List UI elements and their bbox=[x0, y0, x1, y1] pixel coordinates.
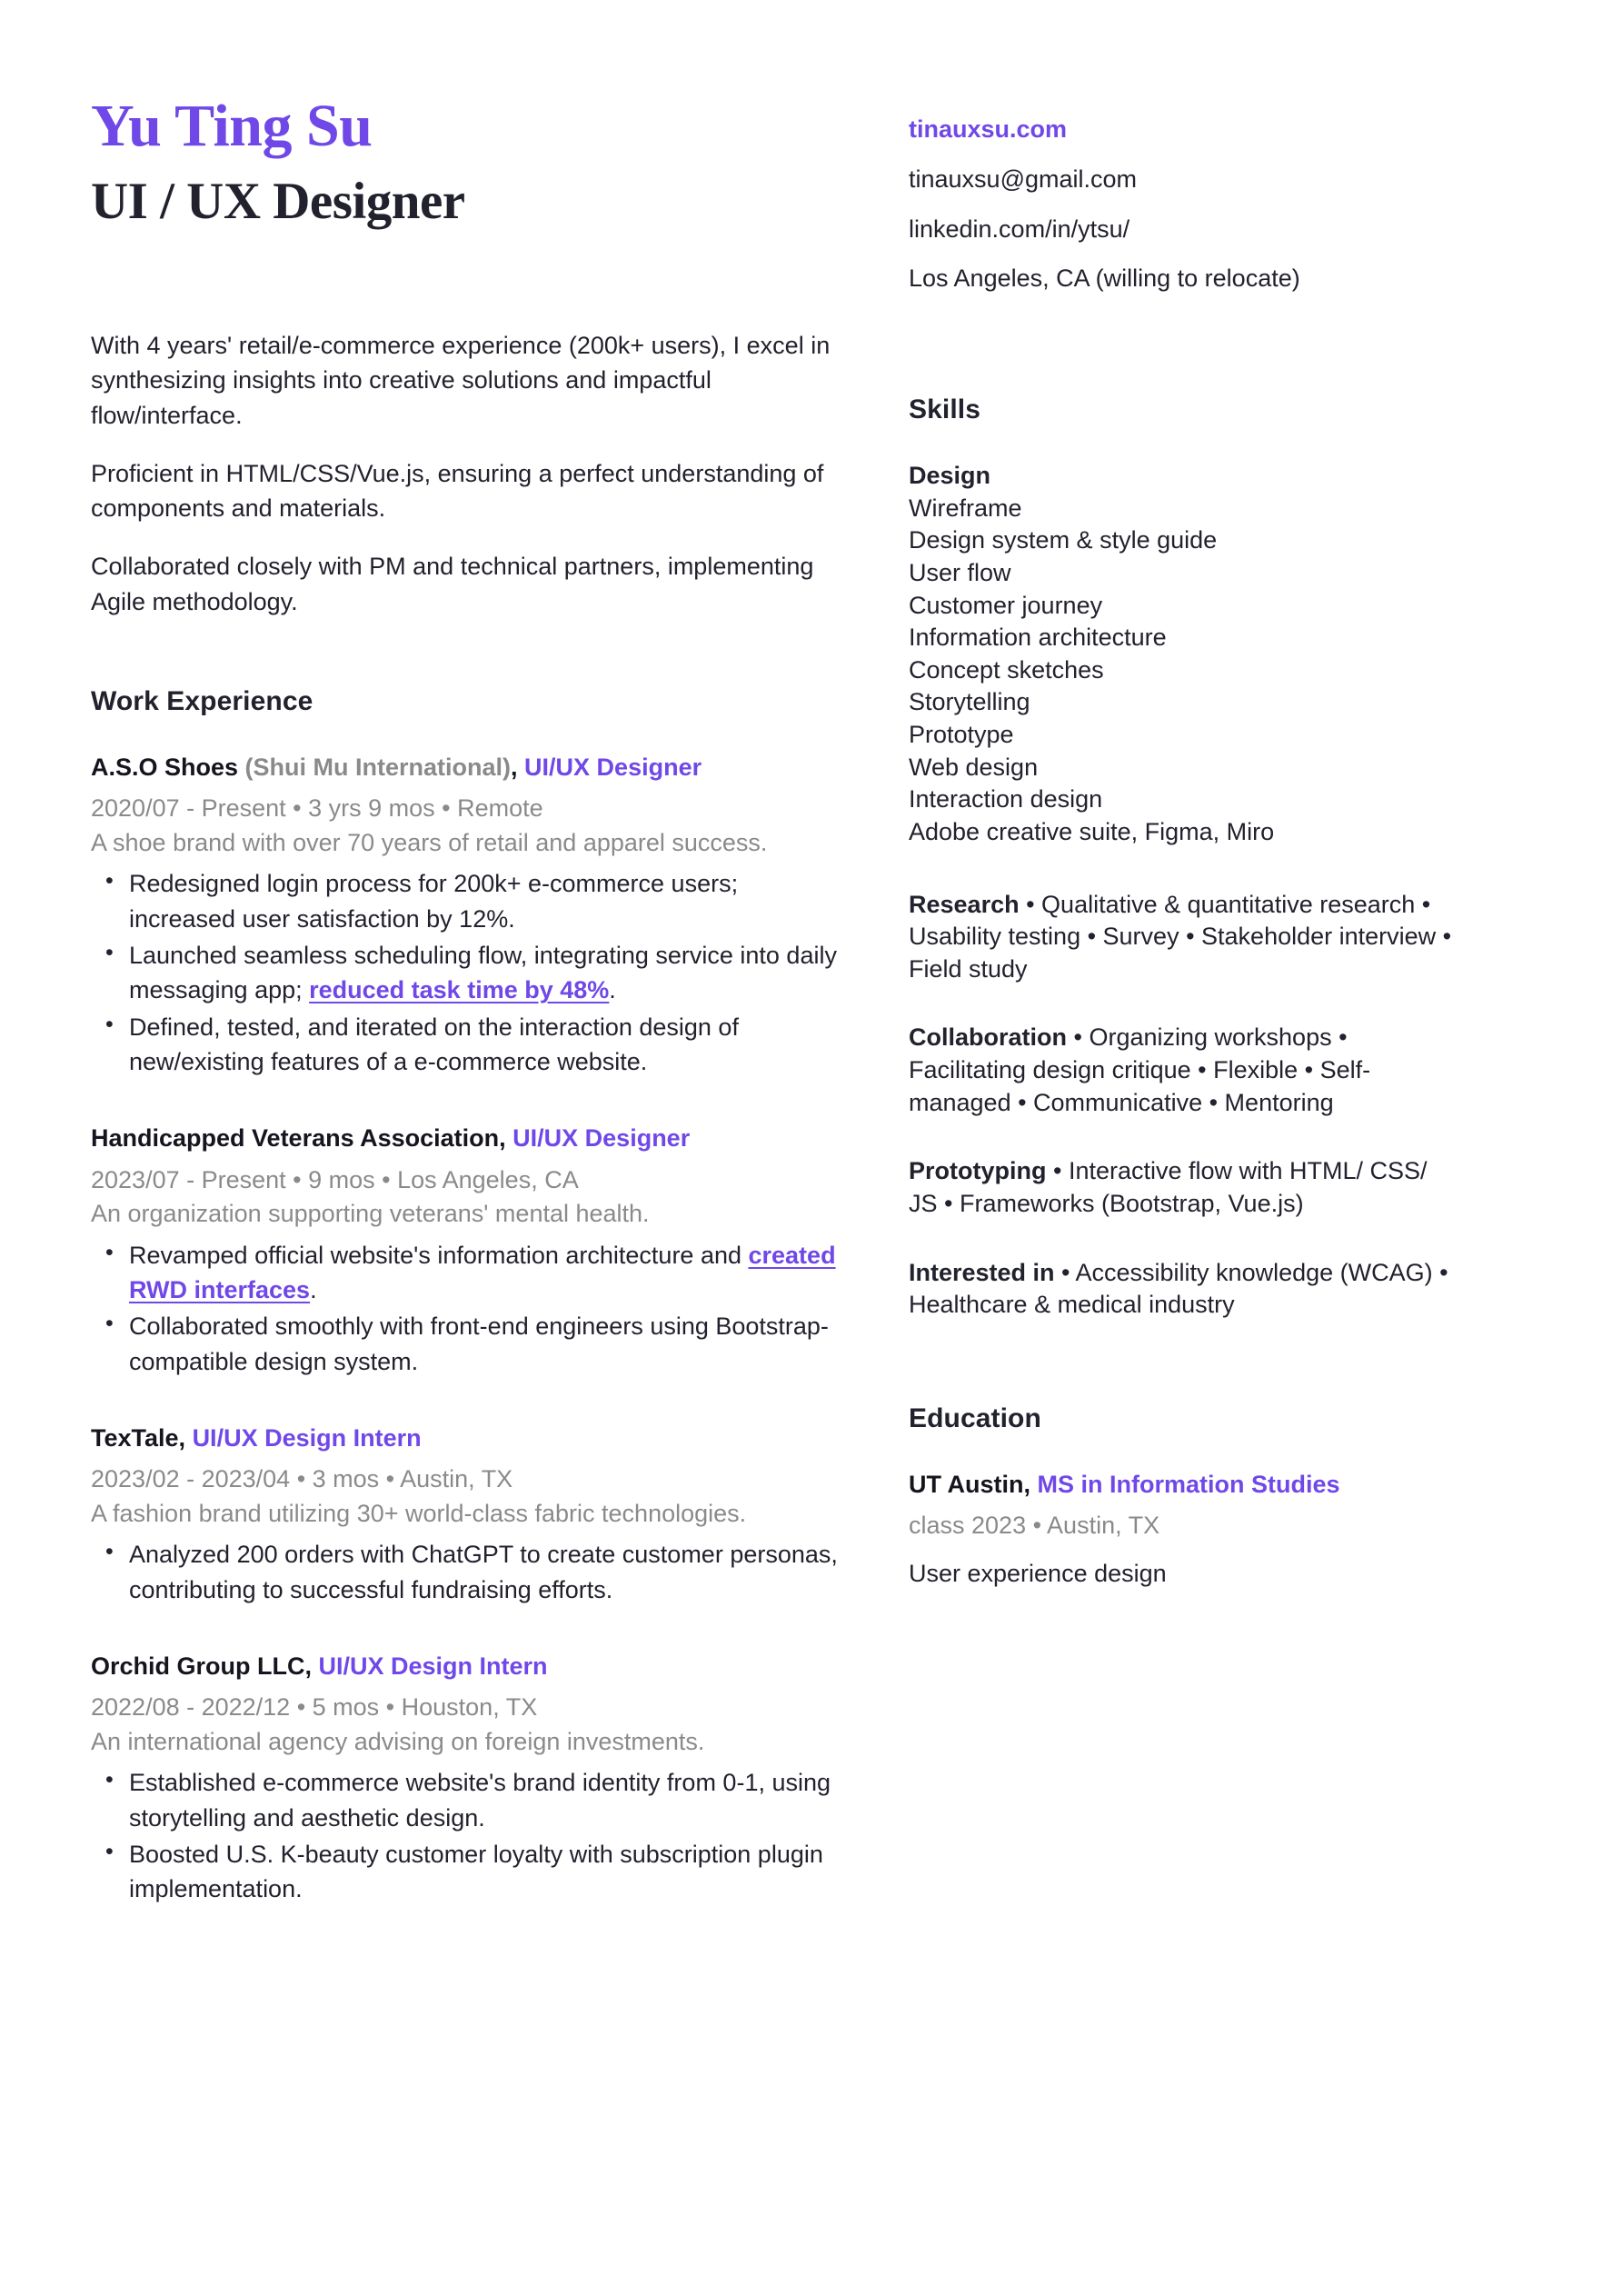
skill-item: Concept sketches bbox=[909, 655, 1104, 684]
summary-paragraph-3: Collaborated closely with PM and technical partners, implementing Agile methodology. bbox=[91, 553, 814, 615]
job-title-line bbox=[91, 1123, 841, 1154]
skill-group-label: Design bbox=[909, 462, 991, 489]
skill-group-body: • Qualitative & quantitative research • Usability testing • Survey • Stakeholder interview • Field study bbox=[909, 890, 1452, 983]
education-title-line bbox=[909, 1469, 1454, 1501]
candidate-role-title: UI / UX Designer bbox=[91, 173, 465, 231]
job-bullet-list bbox=[91, 1537, 841, 1607]
job-company: Orchid Group LLC bbox=[91, 1652, 305, 1681]
education-section bbox=[909, 1403, 1454, 1591]
bullet-text-pre: Defined, tested, and iterated on the interaction design of new/existing features of a e-commerce website. bbox=[129, 1013, 739, 1076]
education-degree: MS in Information Studies bbox=[1037, 1470, 1340, 1498]
skill-item: Customer journey bbox=[909, 591, 1103, 619]
job-entry bbox=[91, 752, 841, 1079]
bullet-text-pre: Launched seamless scheduling flow, integrating service into daily messaging app; bbox=[129, 942, 837, 1004]
bullet-text-pre: Collaborated smoothly with front-end engineers using Bootstrap-compatible design system. bbox=[129, 1313, 829, 1375]
job-title-line bbox=[91, 1423, 841, 1454]
skill-group-label: Prototyping bbox=[909, 1157, 1047, 1185]
contact-website[interactable]: tinauxsu.com bbox=[909, 115, 1068, 143]
job-separator: , bbox=[178, 1424, 193, 1452]
job-bullet bbox=[91, 1309, 841, 1379]
job-separator: , bbox=[511, 754, 525, 782]
job-entry bbox=[91, 1123, 841, 1379]
education-meta: class 2023 • Austin, TX bbox=[909, 1511, 1160, 1539]
skill-group-body: • Interactive flow with HTML/ CSS/ JS • Frameworks (Bootstrap, Vue.js) bbox=[909, 1157, 1428, 1217]
skill-item: Interaction design bbox=[909, 785, 1103, 814]
skill-group-label: Interested in bbox=[909, 1258, 1055, 1286]
skill-group-body: • Organizing workshops • Facilitating design critique • Flexible • Self-managed • Communicative • Mentoring bbox=[909, 1023, 1371, 1116]
summary-paragraph-1: With 4 years' retail/e-commerce experience (200k+ users), I excel in synthesizing insights into creative solutions and impactful flow/interface. bbox=[91, 331, 831, 429]
bullet-text-post: . bbox=[310, 1276, 317, 1304]
work-experience-section bbox=[91, 686, 841, 1907]
bullet-highlight: created RWD interfaces bbox=[129, 1241, 836, 1304]
contact-linkedin[interactable]: linkedin.com/in/ytsu/ bbox=[909, 215, 1130, 243]
bullet-text-pre: Established e-commerce website's brand identity from 0-1, using storytelling and aesthetic design. bbox=[129, 1769, 831, 1832]
skill-item: Web design bbox=[909, 753, 1039, 781]
skills-heading: Skills bbox=[909, 394, 980, 424]
skill-group-prototyping bbox=[909, 1155, 1454, 1220]
job-entry bbox=[91, 1423, 841, 1607]
job-description: A shoe brand with over 70 years of retail and apparel success. bbox=[91, 828, 768, 856]
job-role: UI/UX Design Intern bbox=[318, 1652, 548, 1681]
job-company-sub: (Shui Mu International) bbox=[238, 754, 512, 782]
job-meta: 2023/07 - Present • 9 mos • Los Angeles, CA bbox=[91, 1165, 579, 1193]
skills-section bbox=[909, 394, 1454, 1322]
job-role: UI/UX Design Intern bbox=[192, 1424, 422, 1452]
summary-paragraph-2: Proficient in HTML/CSS/Vue.js, ensuring a perfect understanding of components and materials. bbox=[91, 459, 824, 523]
job-description: An international agency advising on foreign investments. bbox=[91, 1727, 705, 1755]
job-bullet bbox=[91, 1537, 841, 1607]
job-description: An organization supporting veterans' mental health. bbox=[91, 1200, 650, 1228]
skill-item: Wireframe bbox=[909, 494, 1022, 522]
bullet-text-pre: Revamped official website's information architecture and bbox=[129, 1241, 749, 1269]
bullet-text-post: . bbox=[609, 976, 616, 1004]
bullet-highlight: reduced task time by 48% bbox=[309, 976, 610, 1004]
job-description: A fashion brand utilizing 30+ world-class fabric technologies. bbox=[91, 1499, 747, 1527]
job-bullet bbox=[91, 1837, 841, 1907]
candidate-name: Yu Ting Su bbox=[91, 93, 373, 159]
contact-list bbox=[909, 115, 1454, 294]
education-heading: Education bbox=[909, 1403, 1041, 1433]
job-bullet bbox=[91, 938, 841, 1008]
skill-group-label: Research bbox=[909, 890, 1020, 918]
job-company: Handicapped Veterans Association bbox=[91, 1124, 500, 1153]
skill-item: Storytelling bbox=[909, 688, 1030, 716]
job-bullet bbox=[91, 1238, 841, 1308]
left-column bbox=[91, 95, 909, 1951]
skill-group-research bbox=[909, 889, 1454, 986]
skill-group-design bbox=[909, 460, 1454, 849]
skill-group-label: Collaboration bbox=[909, 1023, 1067, 1052]
skill-item: Adobe creative suite, Figma, Miro bbox=[909, 817, 1275, 845]
job-company: A.S.O Shoes bbox=[91, 754, 239, 782]
job-title-line bbox=[91, 752, 841, 784]
job-bullet bbox=[91, 866, 841, 936]
summary-section bbox=[91, 328, 841, 619]
job-bullet-list bbox=[91, 1238, 841, 1379]
contact-email[interactable]: tinauxsu@gmail.com bbox=[909, 165, 1138, 193]
skill-group-interested-in bbox=[909, 1257, 1454, 1322]
skill-group-collaboration bbox=[909, 1022, 1454, 1119]
job-entry bbox=[91, 1651, 841, 1907]
job-role: UI/UX Designer bbox=[524, 754, 702, 782]
bullet-text-pre: Redesigned login process for 200k+ e-commerce users; increased user satisfaction by 12%. bbox=[129, 870, 739, 933]
skill-item: Design system & style guide bbox=[909, 526, 1218, 554]
bullet-text-pre: Analyzed 200 orders with ChatGPT to create customer personas, contributing to successful fundraising efforts. bbox=[129, 1541, 838, 1603]
job-company: TexTale bbox=[91, 1424, 179, 1452]
job-bullet-list bbox=[91, 1765, 841, 1906]
job-bullet bbox=[91, 1010, 841, 1080]
skill-item: User flow bbox=[909, 558, 1011, 586]
education-note: User experience design bbox=[909, 1560, 1167, 1588]
job-meta: 2020/07 - Present • 3 yrs 9 mos • Remote bbox=[91, 794, 543, 823]
skill-item: Information architecture bbox=[909, 624, 1167, 652]
contact-location: Los Angeles, CA (willing to relocate) bbox=[909, 265, 1300, 293]
job-title-line bbox=[91, 1651, 841, 1682]
job-bullet-list bbox=[91, 866, 841, 1079]
work-experience-heading: Work Experience bbox=[91, 686, 313, 717]
skill-item: Prototype bbox=[909, 721, 1014, 748]
education-school: UT Austin bbox=[909, 1470, 1024, 1498]
skill-group-body: • Accessibility knowledge (WCAG) • Healthcare & medical industry bbox=[909, 1258, 1448, 1319]
job-separator: , bbox=[499, 1124, 513, 1153]
job-role: UI/UX Designer bbox=[512, 1124, 691, 1153]
job-separator: , bbox=[304, 1652, 319, 1681]
job-meta: 2022/08 - 2022/12 • 5 mos • Houston, TX bbox=[91, 1693, 538, 1722]
right-column bbox=[909, 95, 1454, 1591]
job-bullet bbox=[91, 1765, 841, 1835]
education-separator: , bbox=[1023, 1470, 1038, 1498]
bullet-text-pre: Boosted U.S. K-beauty customer loyalty with subscription plugin implementation. bbox=[129, 1841, 823, 1903]
job-meta: 2023/02 - 2023/04 • 3 mos • Austin, TX bbox=[91, 1465, 513, 1493]
